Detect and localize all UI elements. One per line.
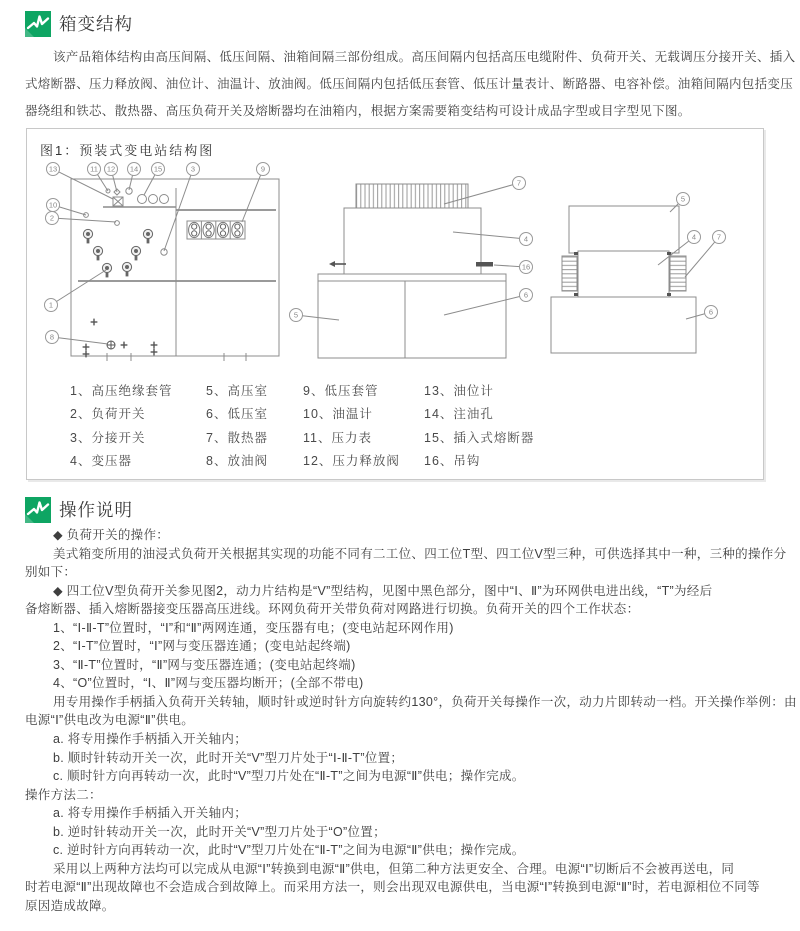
callout-number: 7 xyxy=(516,178,522,188)
callout-number: 5 xyxy=(680,194,686,204)
pulse-icon xyxy=(25,11,51,37)
text-line: ◆ 负荷开关的操作： xyxy=(53,528,170,542)
legend-column xyxy=(303,380,400,473)
legend-item: 11、压力表 xyxy=(303,430,372,445)
legend-column xyxy=(206,380,268,473)
text-line: 电源“Ⅰ”供电改为电源“Ⅱ”供电。 xyxy=(25,713,195,728)
legend-item: 8、放油阀 xyxy=(206,453,268,468)
legend-item: 7、散热器 xyxy=(206,430,268,445)
callout-number: 4 xyxy=(523,234,529,244)
text-line: 该产品箱体结构由高压间隔、低压间隔、油箱间隔三部份组成。高压间隔内包括高压电缆附件、负荷开关、无载调压分接开关、插入 xyxy=(53,50,796,64)
callout-number: 1 xyxy=(48,300,54,310)
text-line: b. 顺时针转动开关一次，此时开关“V”型刀片处于“Ⅰ-Ⅱ-T”位置； xyxy=(53,750,404,765)
legend-item: 1、高压绝缘套管 xyxy=(70,384,173,398)
callout-number: 10 xyxy=(48,200,58,210)
pin-type-drawing xyxy=(318,184,506,358)
text-line: 1、“Ⅰ-Ⅱ-T”位置时，“Ⅰ”和“Ⅱ”两网连通，变压器有电；(变电站起环网作用) xyxy=(53,620,454,635)
text-line: 备熔断器、插入熔断器接变压器高压进线。环网负荷开关带负荷对网路进行切换。负荷开关的四个工作状态： xyxy=(25,602,640,617)
lv-bushing-coils xyxy=(189,221,243,239)
text-line: 器绕组和铁芯、散热器、高压负荷开关及熔断器均在油箱内，根据方案需要箱变结构可设计成品字型或目字型见下图。 xyxy=(25,104,691,118)
legend-item: 12、压力释放阀 xyxy=(303,453,400,468)
text-line: 2、“Ⅰ-T”位置时，“Ⅰ”网与变压器连通；(变电站起终端) xyxy=(53,639,351,654)
hv-bushings xyxy=(83,229,152,277)
callout-number: 13 xyxy=(48,164,58,174)
legend-item: 5、高压室 xyxy=(206,384,268,398)
text-line: 采用以上两种方法均可以完成从电源“Ⅰ”转换到电源“Ⅱ”供电，但第二种方法更安全、合理。电源“Ⅰ”切断后不会被再送电，同 xyxy=(53,861,735,876)
callout-number: 12 xyxy=(106,164,116,174)
legend-item: 10、油温计 xyxy=(303,407,373,422)
text-line: a. 将专用操作手柄插入开关轴内； xyxy=(53,806,247,821)
legend-column xyxy=(70,380,172,473)
callout-number: 14 xyxy=(129,164,139,174)
figure-box xyxy=(26,128,764,480)
legend-item: 13、油位计 xyxy=(424,384,494,398)
text-line: 3、“Ⅱ-T”位置时，“Ⅱ”网与变压器连通；(变电站起终端) xyxy=(53,657,356,672)
stacked-type-drawing xyxy=(551,206,696,353)
operation-text xyxy=(25,526,797,915)
text-line: b. 逆时针转动开关一次，此时开关“V”型刀片处于“O”位置； xyxy=(53,824,386,839)
section-title-operation: 操作说明 xyxy=(59,500,133,520)
text-line: 4、“O”位置时，“Ⅰ、Ⅱ”网与变压器均断开；(全部不带电) xyxy=(53,676,364,691)
text-line: 操作方法二： xyxy=(25,787,102,802)
legend-item: 16、吊钩 xyxy=(424,453,481,468)
legend-item: 9、低压套管 xyxy=(303,384,379,398)
text-line: 式熔断器、压力释放阀、油位计、油温计、放油阀。低压间隔内包括低压套管、低压计量表计、断路器、电容补偿。油箱间隔内包括变压 xyxy=(25,77,794,91)
figure-title: 图1：预装式变电站结构图 xyxy=(40,143,215,158)
legend-item: 2、负荷开关 xyxy=(70,407,146,422)
section-header-structure xyxy=(25,10,133,37)
text-line: ◆ 四工位V型负荷开关参见图2，动力片结构是“V”型结构，见图中黑色部分，图中“Ⅰ、Ⅱ”为环网供电进出线，“T”为经后 xyxy=(53,583,713,598)
callout-number: 3 xyxy=(190,164,196,174)
intro-paragraph xyxy=(25,44,796,125)
text-line: c. 逆时针方向再转动一次，此时“V”型刀片处在“Ⅱ-T”之间为电源“Ⅱ”供电；操作完成。 xyxy=(53,843,525,858)
callout-number: 16 xyxy=(521,262,531,272)
legend-item: 14、注油孔 xyxy=(424,407,494,422)
section-header-operation xyxy=(25,496,133,523)
legend-item: 15、插入式熔断器 xyxy=(424,430,535,445)
callout-number: 5 xyxy=(293,310,299,320)
text-line: a. 将专用操作手柄插入开关轴内； xyxy=(53,732,247,747)
callout-number: 2 xyxy=(49,213,55,223)
text-line: 别如下： xyxy=(25,565,77,580)
legend-item: 4、变压器 xyxy=(70,453,132,468)
text-line: 美式箱变所用的油浸式负荷开关根据其实现的功能不同有二工位、四工位T型、四工位V型三种，可供选择其中一种，三种的操作分 xyxy=(53,546,787,561)
callout-number: 6 xyxy=(523,290,529,300)
callout-number: 7 xyxy=(716,232,722,242)
callout-number: 11 xyxy=(90,164,98,174)
legend-item: 6、低压室 xyxy=(206,407,268,422)
text-line: 用专用操作手柄插入负荷开关转轴，顺时针或逆时针方向旋转约130°，负荷开关每操作一次，动力片即转动一档。开关操作举例：由 xyxy=(53,694,797,709)
text-line: c. 顺时针方向再转动一次，此时“V”型刀片处在“Ⅱ-T”之间为电源“Ⅱ”供电；操作完成。 xyxy=(53,769,525,784)
callout-number: 9 xyxy=(260,164,266,174)
pulse-icon xyxy=(25,497,51,523)
section-title-structure: 箱变结构 xyxy=(59,14,133,34)
callout-number: 15 xyxy=(153,164,163,174)
legend-column xyxy=(424,380,534,473)
callout-number: 4 xyxy=(691,232,697,242)
text-line: 原因造成故障。 xyxy=(25,898,115,913)
drain-valve-marks xyxy=(83,319,158,358)
text-line: 时若电源“Ⅱ”出现故障也不会造成合到故障上。而采用方法一，则会出现双电源供电，当电源“Ⅰ”转换到电源“Ⅱ”时，若电源相位不同等 xyxy=(25,880,760,895)
callout-number: 6 xyxy=(708,307,714,317)
legend-item: 3、分接开关 xyxy=(70,430,146,445)
callout-number: 8 xyxy=(49,332,55,342)
